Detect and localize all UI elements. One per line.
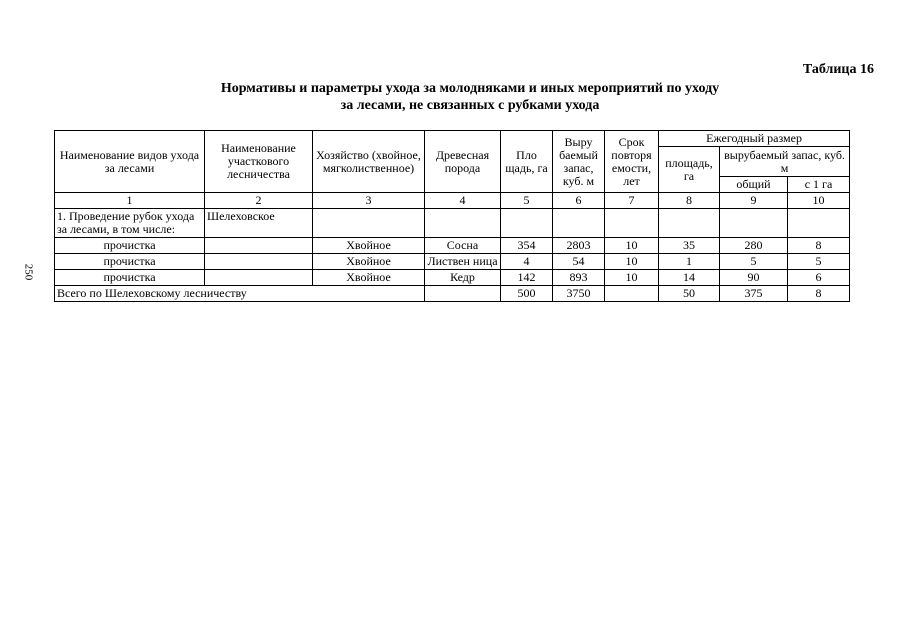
column-number: 6 xyxy=(553,193,605,209)
row-type: прочистка xyxy=(55,238,205,254)
total-stock: 3750 xyxy=(553,286,605,302)
empty-cell xyxy=(605,209,659,238)
empty-cell xyxy=(425,209,501,238)
table-label: Таблица 16 xyxy=(802,62,874,77)
header-area: Пло щадь, га xyxy=(501,131,553,193)
table-row xyxy=(55,254,850,270)
column-number: 1 xyxy=(55,193,205,209)
row-area: 4 xyxy=(501,254,553,270)
group-row xyxy=(55,209,850,238)
empty-cell xyxy=(205,254,313,270)
forest-care-table xyxy=(54,130,850,302)
header-work-type: Наименование видов ухода за лесами xyxy=(55,131,205,193)
row-economy: Хвойное xyxy=(313,270,425,286)
header-stock: Выру баемый запас, куб. м xyxy=(553,131,605,193)
row-annual-per-ha: 6 xyxy=(788,270,850,286)
row-species: Листвен ница xyxy=(425,254,501,270)
title-line-1: Нормативы и параметры ухода за молодняками и иных мероприятий по уходу xyxy=(220,81,720,96)
title-line-2: за лесами, не связанных с рубками ухода xyxy=(340,98,600,113)
empty-cell xyxy=(788,209,850,238)
column-number: 8 xyxy=(659,193,720,209)
column-number: 2 xyxy=(205,193,313,209)
row-stock: 893 xyxy=(553,270,605,286)
total-row xyxy=(55,286,850,302)
row-annual-total: 5 xyxy=(720,254,788,270)
header-annual-stock: вырубаемый запас, куб. м xyxy=(720,147,850,177)
row-area: 354 xyxy=(501,238,553,254)
empty-cell xyxy=(313,209,425,238)
row-stock: 2803 xyxy=(553,238,605,254)
row-annual-total: 280 xyxy=(720,238,788,254)
column-number: 4 xyxy=(425,193,501,209)
empty-cell xyxy=(205,238,313,254)
total-area: 500 xyxy=(501,286,553,302)
row-area: 142 xyxy=(501,270,553,286)
row-annual-area: 14 xyxy=(659,270,720,286)
header-annual-per-ha: с 1 га xyxy=(788,177,850,193)
empty-cell xyxy=(605,286,659,302)
group-name: 1. Проведение рубок ухода за лесами, в том числе: xyxy=(55,209,205,238)
column-number: 3 xyxy=(313,193,425,209)
header-period: Срок повторя емости, лет xyxy=(605,131,659,193)
row-annual-area: 35 xyxy=(659,238,720,254)
total-annual-area: 50 xyxy=(659,286,720,302)
row-economy: Хвойное xyxy=(313,238,425,254)
header-annual-total: общий xyxy=(720,177,788,193)
row-period: 10 xyxy=(605,254,659,270)
header-annual: Ежегодный размер xyxy=(659,131,850,147)
row-annual-area: 1 xyxy=(659,254,720,270)
row-species: Кедр xyxy=(425,270,501,286)
total-annual-per-ha: 8 xyxy=(788,286,850,302)
column-number-row xyxy=(55,193,850,209)
empty-cell xyxy=(720,209,788,238)
row-period: 10 xyxy=(605,238,659,254)
empty-cell xyxy=(205,270,313,286)
header-economy: Хозяйство (хвойное, мягколиственное) xyxy=(313,131,425,193)
row-type: прочистка xyxy=(55,270,205,286)
header-annual-area: площадь, га xyxy=(659,147,720,193)
empty-cell xyxy=(659,209,720,238)
total-label: Всего по Шелеховскому лесничеству xyxy=(55,286,425,302)
row-annual-total: 90 xyxy=(720,270,788,286)
total-annual-total: 375 xyxy=(720,286,788,302)
header-species: Древесная порода xyxy=(425,131,501,193)
empty-cell xyxy=(501,209,553,238)
row-type: прочистка xyxy=(55,254,205,270)
column-number: 9 xyxy=(720,193,788,209)
row-stock: 54 xyxy=(553,254,605,270)
row-period: 10 xyxy=(605,270,659,286)
table-row xyxy=(55,238,850,254)
row-species: Сосна xyxy=(425,238,501,254)
row-annual-per-ha: 5 xyxy=(788,254,850,270)
empty-cell xyxy=(425,286,501,302)
document-title xyxy=(150,80,790,114)
header-district: Наименование участкового лесничества xyxy=(205,131,313,193)
row-economy: Хвойное xyxy=(313,254,425,270)
column-number: 10 xyxy=(788,193,850,209)
column-number: 5 xyxy=(501,193,553,209)
row-annual-per-ha: 8 xyxy=(788,238,850,254)
page-number: 250 xyxy=(22,263,35,281)
empty-cell xyxy=(553,209,605,238)
column-number: 7 xyxy=(605,193,659,209)
group-district: Шелеховское xyxy=(205,209,313,238)
table-row xyxy=(55,270,850,286)
